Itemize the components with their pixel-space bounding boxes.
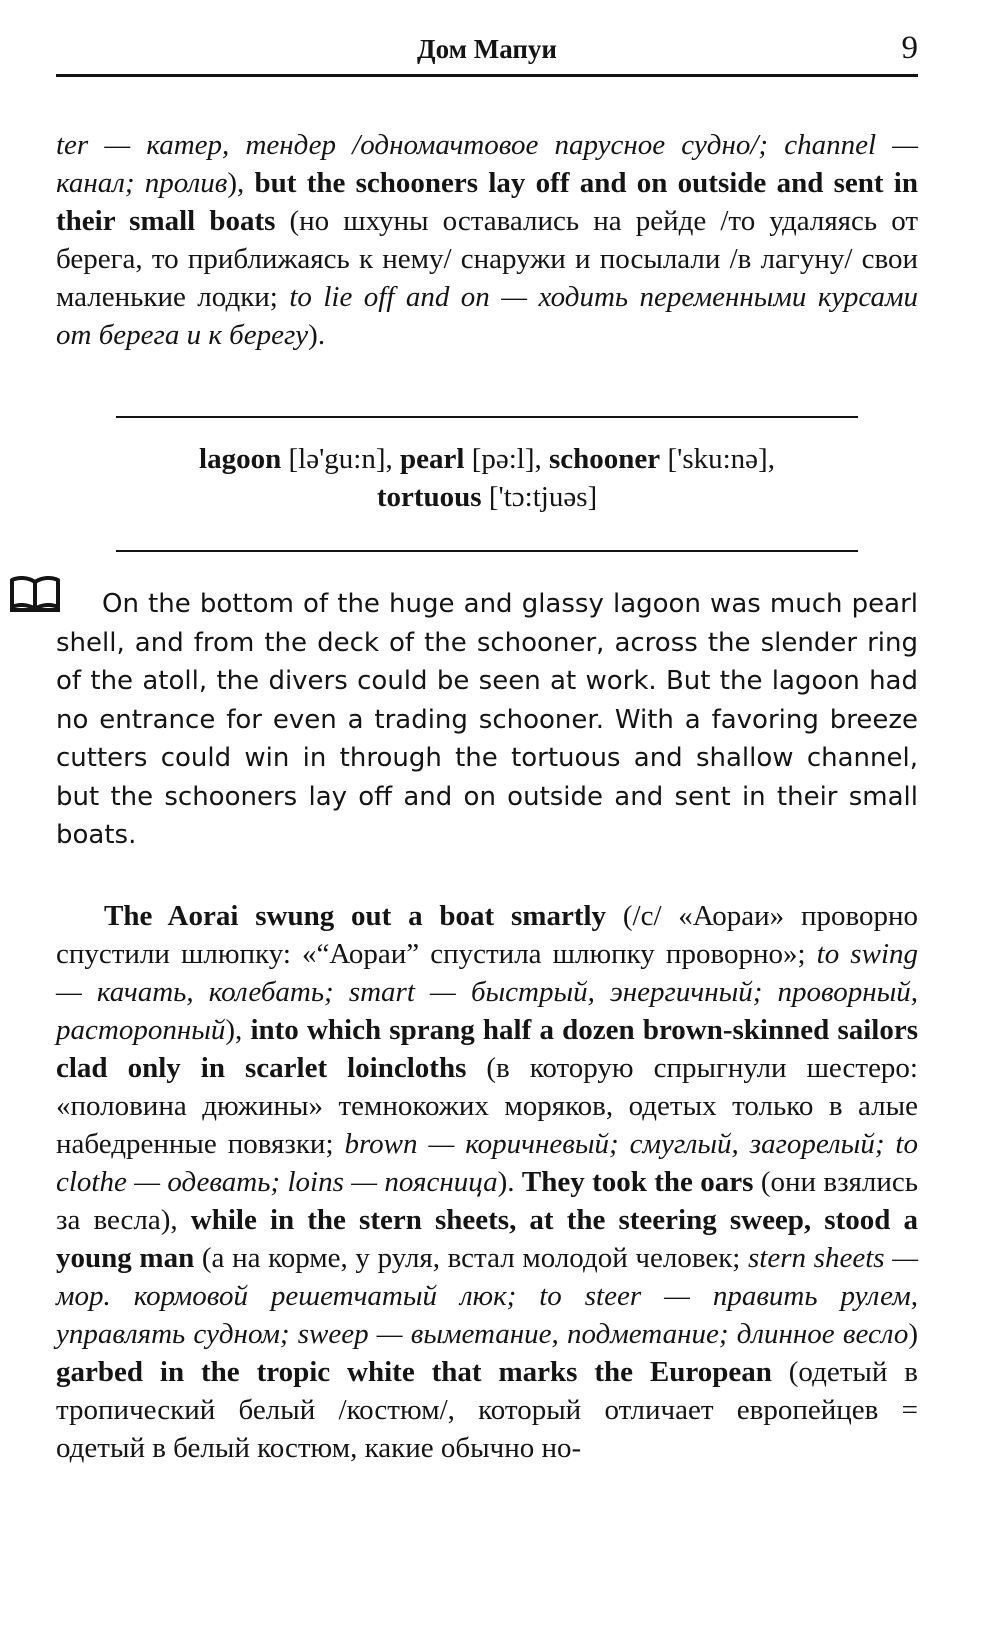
commentary-paragraph-2 [56,897,918,1467]
plain-text: ). [308,319,326,351]
russian-translation: (одетый в тропический белый /костюм/, который отличает европейцев = одетый в белый костюм, какие обычно но- [56,1356,918,1464]
plain-text: ), [225,1014,251,1046]
russian-translation: (в которую спрыгнули шестеро: «половина дюжины» темнокожих моряков, одетых только в алые набедренные повязки; [56,1052,918,1160]
plain-text: ), [227,167,255,199]
english-phrase: into which sprang half a dozen brown-skinned sailors clad only in scarlet loincloths [56,1014,918,1084]
plain-text: ) [908,1318,918,1350]
transcription: [lə'gu:n], [281,443,401,475]
russian-translation: (а на корме, у руля, встал молодой человек; [194,1242,749,1274]
gloss-text: to lie off and on — ходить переменными курсами от берега и к берегу [56,281,919,351]
gloss-text: brown — коричневый; смуглый, загорелый; to clothe — одевать; loins — поясница [56,1128,918,1198]
english-phrase: The Aorai swung out a boat smartly [104,900,607,932]
open-book-icon [8,574,62,614]
divider-top [116,416,858,418]
gloss-text: stern sheets — мор. кормовой решетчатый люк; to steer — править рулем, управлять судном; sweep — выметание, подметание; длинное весло [56,1242,918,1350]
running-title: Дом Мапуи [417,34,557,64]
plain-text: ). [497,1166,522,1198]
english-phrase: They took the oars [521,1166,754,1198]
english-phrase: while in the stern sheets, at the steering sweep, stood a young man [56,1204,918,1274]
transcription: ['sku:nə], [660,443,775,475]
gloss-text: ter — катер, тендер /одномачтовое парусное судно/; channel — канал; пролив [56,129,918,199]
vocab-word: pearl [400,443,465,475]
russian-translation: (/с/ «Аораи» проворно спустили шлюпку: «“Аораи” спустила шлюпку проворно»; [56,900,919,970]
russian-translation: (но шхуны оставались на рейде /то удаляясь от берега, то приближаясь к нему/ снаружи и посылали /в лагуну/ свои маленькие лодки; [56,205,918,313]
vocab-word: tortuous [376,481,482,513]
original-english-paragraph: On the bottom of the huge and glassy lagoon was much pearl shell, and from the deck of the schooner, across the slender ring of the atoll, the divers could be seen at work. But the lagoon had no entrance for even a trading schooner. With a favoring breeze cutters could win in through the tortuous and shallow channel, but the schooners lay off and on outside and sent in their small boats. [56,589,918,850]
english-phrase: but the schooners lay off and on outside and sent in their small boats [56,167,918,237]
divider-bottom [116,550,858,552]
vocab-word: schooner [549,443,661,475]
pronunciation-block [56,440,918,516]
vocab-word: lagoon [199,443,282,475]
english-phrase: garbed in the tropic white that marks the European [56,1356,772,1388]
transcription: ['tɔ:tjuəs] [481,481,598,513]
page-header [56,32,918,77]
transcription: [pə:l], [464,443,550,475]
commentary-paragraph-1 [56,126,918,354]
gloss-text: to swing — качать, колебать; smart — быстрый, энергичный; проворный, расторопный [56,938,918,1046]
russian-translation: (они взялись за весла), [56,1166,918,1236]
page-number: 9 [901,30,918,66]
